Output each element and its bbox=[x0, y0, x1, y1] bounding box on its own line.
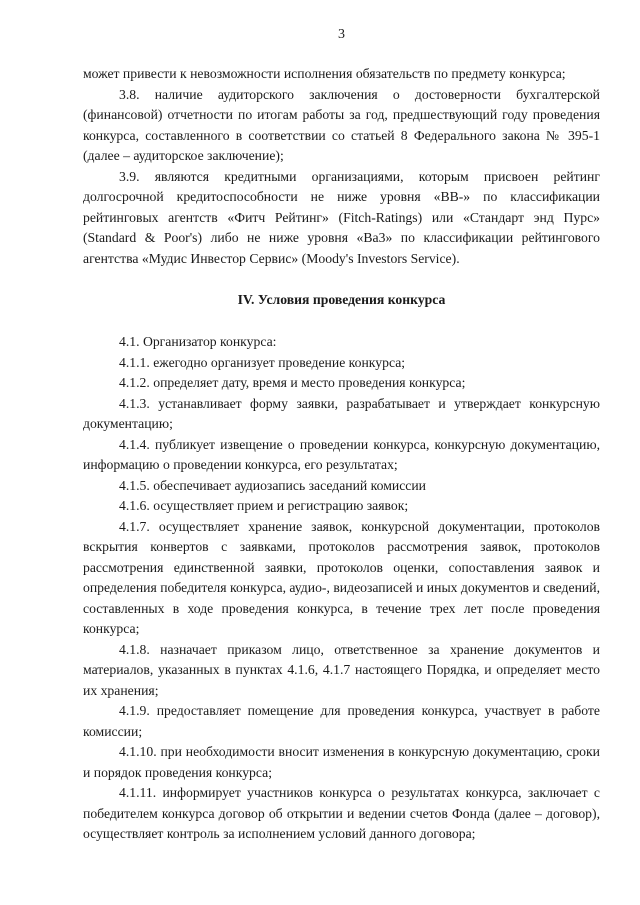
paragraph-4-1-3: 4.1.3. устанавливает форму заявки, разрабатывает и утверждает конкурсную документацию; bbox=[83, 395, 600, 431]
paragraph-3-8: 3.8. наличие аудиторского заключения о достоверности бухгалтерской (финансовой) отчетности по итогам работы за год, предшествующий году проведения конкурса, составленного в соответствии со статьей 8 Федерального закона № 395-1 (далее – аудиторское заключение); bbox=[83, 86, 600, 163]
paragraph-4-1-4: 4.1.4. публикует извещение о проведении конкурса, конкурсную документацию, информацию о проведении конкурса, его результатах; bbox=[83, 436, 600, 472]
paragraph-4-1-5: 4.1.5. обеспечивает аудиозапись заседаний комиссии bbox=[119, 477, 427, 493]
paragraph-4-1-1: 4.1.1. ежегодно организует проведение конкурса; bbox=[119, 354, 406, 370]
paragraph-4-1-2: 4.1.2. определяет дату, время и место проведения конкурса; bbox=[119, 375, 466, 390]
section-heading: IV. Условия проведения конкурса bbox=[237, 292, 446, 307]
paragraph-4-1-11: 4.1.11. информирует участников конкурса о результатах конкурса, заключает с победителем конкурса договор об открытии и ведении счетов Фонда (далее – договор), осуществляет контроль за исполнением условий данного договора; bbox=[83, 785, 600, 841]
paragraph-4-1: 4.1. Организатор конкурса: bbox=[119, 334, 277, 349]
paragraph-3-9: 3.9. являются кредитными организациями, которым присвоен рейтинг долгосрочной кредитоспособности не ниже уровня «ВВ-» по классификации рейтинговых агентств «Фитч Рейтинг» (Fitch-Ratings) или «Стандарт энд Пурс» (Standard & Poor's) либо не ниже уровня «Ва3» по классификации рейтингового агентства «Мудис Инвестор Сервис» (Moody's Investors Service). bbox=[83, 168, 600, 266]
paragraph-4-1-6: 4.1.6. осуществляет прием и регистрацию заявок; bbox=[119, 498, 409, 513]
paragraph-4-1-10: 4.1.10. при необходимости вносит изменения в конкурсную документацию, сроки и порядок проведения конкурса; bbox=[83, 744, 600, 780]
paragraph-continuation: может привести к невозможности исполнения обязательств по предмету конкурса; bbox=[83, 66, 566, 81]
paragraph-4-1-9: 4.1.9. предоставляет помещение для проведения конкурса, участвует в работе комиссии; bbox=[83, 703, 600, 739]
paragraph-4-1-7: 4.1.7. осуществляет хранение заявок, конкурсной документации, протоколов вскрытия конвертов с заявками, протоколов рассмотрения заявок, протоколов рассмотрения единственной заявки, протоколов оценки, сопоставления заявок и определения победителя конкурса, аудио-, видеозаписей и иных документов и сведений, составленных в ходе проведения конкурса, в течение трех лет после проведения конкурса; bbox=[83, 518, 600, 636]
paragraph-4-1-8: 4.1.8. назначает приказом лицо, ответственное за хранение документов и материалов, указанных в пунктах 4.1.6, 4.1.7 настоящего Порядка, и определяет место их хранения; bbox=[83, 641, 600, 698]
page-number: 3 bbox=[338, 27, 345, 42]
